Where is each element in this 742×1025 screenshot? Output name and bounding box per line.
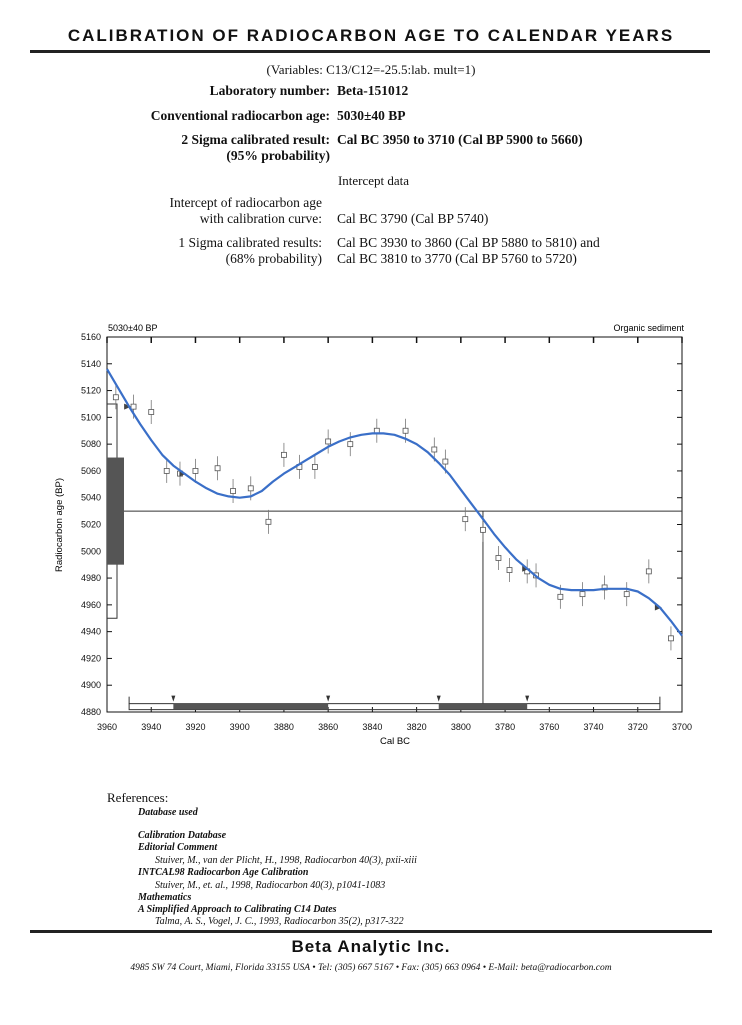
age-1sigma-bar xyxy=(107,458,124,565)
sigma1-probability: (68% probability) xyxy=(225,251,322,266)
sample-point xyxy=(326,439,331,444)
sample-point xyxy=(193,468,198,473)
reference-calibration-database: Calibration Database xyxy=(138,830,227,841)
intercept-label-line2: with calibration curve: xyxy=(199,211,322,226)
y-tick-label: 4940 xyxy=(80,626,101,637)
sample-point xyxy=(624,592,629,597)
plot-frame xyxy=(107,337,682,712)
sample-point xyxy=(149,410,154,415)
sample-point xyxy=(403,428,408,433)
sample-point xyxy=(432,447,437,452)
x-tick-label: 3940 xyxy=(141,722,162,732)
sigma1-range-bar xyxy=(173,704,328,710)
x-axis-label: Cal BC xyxy=(379,736,411,747)
sample-point xyxy=(496,555,501,560)
company-name: Beta Analytic Inc. xyxy=(291,937,451,956)
calibration-curve xyxy=(107,369,682,636)
x-tick-label: 3840 xyxy=(362,722,383,732)
x-tick-label: 3740 xyxy=(583,722,604,732)
y-tick-label: 5040 xyxy=(80,492,101,503)
reference-citation-stuiver-etal: Stuiver, M., et. al., 1998, Radiocarbon 40(3), p1041-1083 xyxy=(155,880,386,891)
sample-point xyxy=(580,592,585,597)
y-tick-label: 5100 xyxy=(80,412,101,423)
sample-point xyxy=(668,636,673,641)
x-tick-label: 3720 xyxy=(627,722,648,732)
y-tick-label: 4920 xyxy=(80,653,101,664)
sigma2-probability: (95% probability) xyxy=(226,148,330,163)
reference-database-used: Database used xyxy=(138,807,198,818)
y-tick-label: 4880 xyxy=(80,707,101,717)
y-axis-label: Radiocarbon age (BP) xyxy=(54,478,65,572)
reference-intcal98: INTCAL98 Radiocarbon Age Calibration xyxy=(138,867,309,878)
sample-point xyxy=(507,568,512,573)
y-tick-label: 4980 xyxy=(80,573,101,584)
sigma1-range-start-marker xyxy=(171,696,175,702)
y-tick-label: 5020 xyxy=(80,519,101,530)
y-tick-label: 5140 xyxy=(80,358,101,369)
footer-rule xyxy=(30,930,712,933)
x-tick-label: 3920 xyxy=(185,722,206,732)
x-tick-label: 3760 xyxy=(539,722,560,732)
sigma1-range-start-marker xyxy=(437,696,441,702)
y-tick-label: 5000 xyxy=(80,546,101,557)
x-tick-label: 3880 xyxy=(273,722,294,732)
x-tick-label: 3820 xyxy=(406,722,427,732)
sample-point xyxy=(646,569,651,574)
sample-point xyxy=(348,442,353,447)
reference-citation-stuiver-plicht: Stuiver, M., van der Plicht, H., 1998, Radiocarbon 40(3), pxii-xiii xyxy=(155,855,417,866)
sample-point xyxy=(248,486,253,491)
variables-line: (Variables: C13/C12=-25.5:lab. mult=1) xyxy=(266,62,476,77)
lab-number-label: Laboratory number: xyxy=(209,83,330,98)
sample-point xyxy=(131,404,136,409)
y-tick-label: 4960 xyxy=(80,599,101,610)
lab-number-value: Beta-151012 xyxy=(337,83,409,98)
y-tick-label: 5080 xyxy=(80,439,101,450)
conventional-age-value: 5030±40 BP xyxy=(337,108,406,123)
sample-point xyxy=(215,466,220,471)
sample-point xyxy=(266,519,271,524)
company-address: 4985 SW 74 Court, Miami, Florida 33155 USA • Tel: (305) 667 5167 • Fax: (305) 663 0964 • E-Mail: beta@radiocarbon.com xyxy=(130,963,612,973)
x-tick-label: 3800 xyxy=(450,722,471,732)
intercept-label-line1: Intercept of radiocarbon age xyxy=(169,195,322,210)
chart-title-right: Organic sediment xyxy=(613,323,684,333)
sigma1-value-line2: Cal BC 3810 to 3770 (Cal BP 5760 to 5720) xyxy=(337,251,577,266)
reference-simplified-approach: A Simplified Approach to Calibrating C14 Dates xyxy=(138,904,337,915)
sample-point xyxy=(312,464,317,469)
sample-point xyxy=(113,395,118,400)
sigma1-range-end-marker xyxy=(525,696,529,702)
y-tick-label: 5160 xyxy=(80,332,101,342)
intercept-value: Cal BC 3790 (Cal BP 5740) xyxy=(337,211,489,226)
x-tick-label: 3960 xyxy=(96,722,118,732)
x-tick-label: 3700 xyxy=(671,722,693,732)
sample-point xyxy=(480,527,485,532)
sigma2-label: 2 Sigma calibrated result: xyxy=(181,132,330,147)
sample-point xyxy=(443,459,448,464)
sigma1-value-line1: Cal BC 3930 to 3860 (Cal BP 5880 to 5810) and xyxy=(337,235,600,250)
x-tick-label: 3780 xyxy=(495,722,516,732)
sigma1-range-end-marker xyxy=(326,696,330,702)
reference-editorial-comment: Editorial Comment xyxy=(138,842,218,853)
y-tick-label: 5120 xyxy=(80,385,101,396)
reference-citation-talma-vogel: Talma, A. S., Vogel, J. C., 1993, Radiocarbon 35(2), p317-322 xyxy=(155,916,404,927)
page-title: CALIBRATION OF RADIOCARBON AGE TO CALENDAR YEARS xyxy=(67,26,675,45)
sample-point xyxy=(231,489,236,494)
sigma1-label: 1 Sigma calibrated results: xyxy=(178,235,322,250)
sample-point xyxy=(463,517,468,522)
sigma1-range-bar xyxy=(439,704,527,710)
references-title: References: xyxy=(107,790,169,805)
sample-point xyxy=(281,452,286,457)
sigma2-value: Cal BC 3950 to 3710 (Cal BP 5900 to 5660) xyxy=(337,132,583,147)
y-tick-label: 4900 xyxy=(80,680,101,691)
conventional-age-label: Conventional radiocarbon age: xyxy=(150,108,330,123)
intercept-heading: Intercept data xyxy=(337,173,410,188)
chart-title-left: 5030±40 BP xyxy=(108,323,158,333)
reference-mathematics: Mathematics xyxy=(138,892,192,903)
sample-point xyxy=(558,594,563,599)
sample-point xyxy=(164,468,169,473)
x-tick-label: 3900 xyxy=(229,722,250,732)
x-tick-label: 3860 xyxy=(318,722,339,732)
y-tick-label: 5060 xyxy=(80,465,101,476)
